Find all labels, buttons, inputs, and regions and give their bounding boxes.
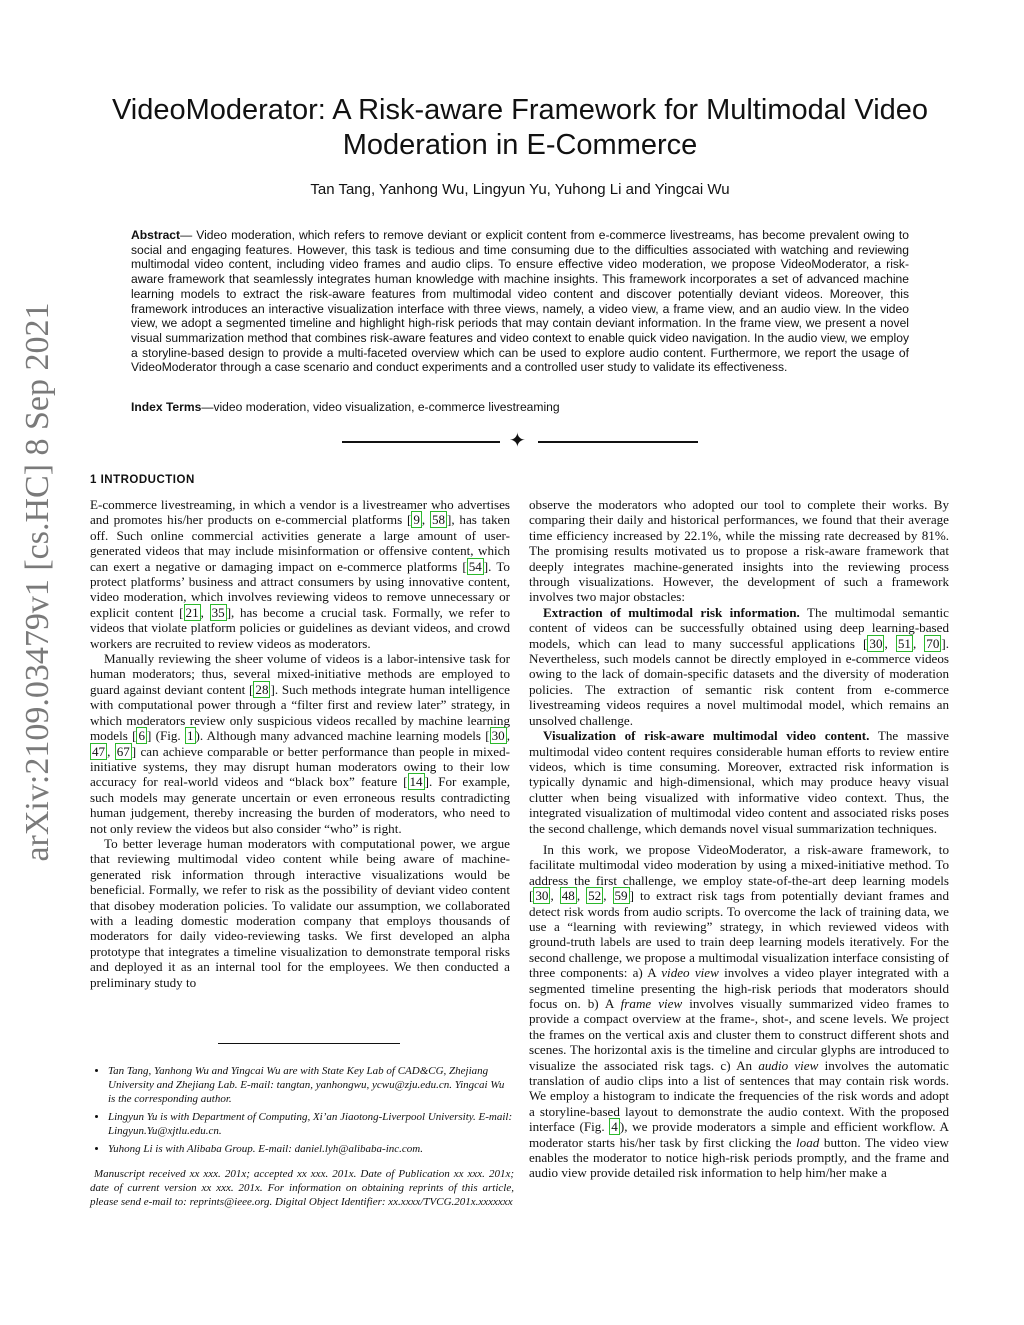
- paragraph-3: To better leverage human moderators with computational power, we argue that reviewing multimodal video content while being aware of machine-generated risk information through interactive visualizations would be beneficial. Formally, we refer to risk as the possibility of deviant video content that disobey moderation policies. To validate our assumption, we collaborated with a leading domestic moderation company that employs thousands of moderators for daily video-reviewing tasks. We first developed an alpha prototype that integrates a timeline visualization to demonstrate temporal risks and deployed it as an internal tool for the employees. We then conducted a preliminary study to: [90, 835, 510, 990]
- citation-link[interactable]: 47: [92, 743, 106, 759]
- abstract-label: Abstract: [131, 228, 181, 242]
- footnote-item: • Tan Tang, Yanhong Wu and Yingcai Wu are with State Key Lab of CAD&CG, Zhejiang University and Zhejiang Lab. E-mail: tangtan, yanhongwu, ycwu@zju.edu.cn. Yingcai Wu is the corresponding author.: [108, 1064, 514, 1106]
- author-footnotes: [90, 1064, 514, 1160]
- index-terms-text: —video moderation, video visualization, e-commerce livestreaming: [201, 400, 560, 414]
- author-list: Tan Tang, Yanhong Wu, Lingyun Yu, Yuhong Li and Yingcai Wu: [310, 181, 730, 198]
- citation-link[interactable]: 48: [561, 888, 575, 904]
- diamond-star-icon: ✦: [509, 430, 526, 452]
- citation-link[interactable]: 67: [116, 743, 130, 759]
- citation-link[interactable]: 14: [409, 774, 423, 790]
- abstract-text: — Video moderation, which refers to remove deviant or explicit content from e-commerce livestreams, has become prevalent owing to social and engaging features. However, this task is tedious and time consuming due to the difficulties associated with watching and reviewing multimodal video content, including video frames and audio clips. To ensure effective video moderation, we propose VideoModerator, a risk-aware framework that seamlessly integrates human knowledge with machine insights. This framework incorporates a set of advanced machine learning models to extract the risk-aware features from multimodal video content and discover potentially deviant videos. Moreover, this framework introduces an interactive visualization interface with three views, namely, a video view, a frame view, and an audio view. In the video view, we adopt a segmented timeline and highlight high-risk periods that may contain deviant information. In the frame view, we present a novel visual summarization method that combines risk-aware features and video context to enable quick video navigation. In the audio view, we employ a storyline-based design to provide a multi-faceted overview which can be used to explore audio content. Furthermore, we report the usage of VideoModerator through a case scenario and conduct experiments and a controlled user study to validate its effectiveness.: [131, 228, 909, 375]
- footnote-rule: [218, 1043, 400, 1044]
- citation-link[interactable]: 30: [535, 888, 549, 904]
- paragraph-1: E-commerce livestreaming, in which a vendor is a livestreamer who advertises and promotes his/her products on e-commercial platforms [ 9 , 58 ], has taken off. Such online commercial activities generate a large amount of user-generated videos that may include misinformation or offensive content, which can exert a negative or damaging impact on e-commerce platforms [ 54 ]. To protect platforms’ business and attract consumers by using innovative content, video moderation, which involves reviewing videos to remove unnecessary or explicit content [ 21 , 35 ], has become a crucial task. Formally, we refer to videos that violate platform policies or guidelines as deviant videos, and crowd workers are recruited to review videos as moderators.: [90, 497, 511, 651]
- inline-heading: Extraction of multimodal risk information.: [543, 604, 800, 620]
- citation-link[interactable]: 52: [588, 888, 602, 904]
- paragraph-4: observe the moderators who adopted our tool to complete their works. By comparing their daily and historical performances, we found that their average time efficiency increased by 22.1%, while the missing rate decreased by 81%. The promising results motivated us to propose a risk-aware framework that deeply integrates machine-generated insights into the reviewing process through visualizations. However, the development of such a framework involves two major obstacles:: [529, 497, 949, 605]
- index-terms: [131, 400, 909, 414]
- separator-right: [538, 441, 698, 443]
- index-terms-label: Index Terms: [131, 400, 202, 414]
- separator-left: [342, 441, 500, 443]
- citation-link[interactable]: 30: [869, 635, 883, 651]
- left-column: [90, 497, 510, 990]
- paper-title: [100, 93, 940, 163]
- citation-link[interactable]: 58: [431, 512, 446, 528]
- citation-link[interactable]: 28: [255, 681, 269, 697]
- citation-link[interactable]: 70: [926, 635, 940, 651]
- citation-link[interactable]: 9: [413, 512, 420, 528]
- abstract: [131, 228, 909, 375]
- paragraph-5: Extraction of multimodal risk information. The multimodal semantic content of videos can be successfully obtained using deep learning-based models, which can lead to many successful applications [ 30 , 51 , 70 ]. Nevertheless, such models cannot be directly employed in e-commerce videos owing to the lack of domain-specific datasets and the diversity of moderation policies. The extraction of semantic risk content from e-commerce livestreaming videos requires a novel multimodal model, which remains an unsolved challenge.: [529, 604, 950, 728]
- title-line-1: VideoModerator: A Risk-aware Framework for Multimodal Video: [111, 94, 929, 126]
- figure-link[interactable]: 1: [186, 728, 194, 744]
- citation-link[interactable]: 6: [138, 728, 145, 744]
- footnote-item: • Yuhong Li is with Alibaba Group. E-mail: daniel.lyh@alibaba-inc.com.: [108, 1142, 514, 1156]
- paragraph-7: In this work, we propose VideoModerator, a risk-aware framework, to facilitate multimodal video moderation by using a mixed-initiative method. To address the first challenge, we employ state-of-the-art deep learning models [ 30 , 48 , 52 , 59 ] to extract risk tags from potentially deviant frames and detect risk words from audio scripts. To overcome the lack of training data, we use a “learning with reviewing” strategy, in which reviewed videos with ground-truth labels are used to train deep learning models iteratively. For the second challenge, we propose a multimodal visualization interface consisting of three components: a) A video view involves a video player integrated with a segmented timeline presenting the high-risk periods that moderators should focus on. b) A frame view involves visually summarized video frames to provide a compact overview at the frame-, shot-, and scene levels. We project the frames on the vertical axis and cluster them to construct different shots and scenes. The horizontal axis is the timeline and circular glyphs are introduced to visualize the associated risk tags. c) An audio view involves the automatic translation of audio clips into a list of sentences that may contain risk words. We employ a histogram to indicate the frequencies of the risk words and adopt a storyline-based layout to demonstrate the audio context. With the proposed interface (Fig. 4 ), we provide moderators a simple and efficient workflow. A moderator starts his/her task by first clicking the load button. The video view enables the moderator to notice high-risk periods promptly, and the frame and audio view provide detailed risk information to help him/her make a: [529, 841, 950, 1181]
- figure-link[interactable]: 4: [611, 1119, 618, 1135]
- citation-link[interactable]: 35: [211, 604, 225, 620]
- footnote-item: • Lingyun Yu is with Department of Computing, Xi’an Jiaotong-Liverpool University. E-mail: Lingyun.Yu@xjtlu.edu.cn.: [108, 1110, 514, 1138]
- citation-link[interactable]: 51: [897, 635, 911, 651]
- paragraph-2: Manually reviewing the sheer volume of videos is a labor-intensive task for human moderators; thus, several mixed-initiative methods are employed to guard against deviant content [ 28 ]. Such methods integrate human intelligence with computational power through a “filter first and review later” strategy, in which moderators review only suspicious videos recalled by machine learning models [ 6 ] (Fig. 1 ). Although many advanced machine learning models [ 30 , 47 , 67 ] can achieve comparable or better performance than people in mixed-initiative systems, they may disrupt human moderators owing to their low accuracy for real-world videos and “black box” feature [ 14 ]. For example, such models may generate uncertain or even erroneous results contradicting human judgement, thereby increasing the burden of moderators, who need to not only review the videos but also consider “who” is right.: [90, 651, 511, 836]
- right-column: [529, 497, 949, 1181]
- title-line-2: Moderation in E-Commerce: [342, 129, 698, 161]
- manuscript-note: Manuscript received xx xxx. 201x; accepted xx xxx. 201x. Date of Publication xx xxx. 201x; date of current version xx xxx. 201x. For information on obtaining reprints of this article, please send e-mail to: reprints@ieee.org. Digital Object Identifier: xx.xxxx/TVCG.201x.xxxxxxx: [90, 1168, 514, 1208]
- citation-link[interactable]: 30: [491, 728, 505, 744]
- citation-link[interactable]: 21: [185, 604, 199, 620]
- citation-link[interactable]: 54: [468, 558, 482, 574]
- section-heading-introduction: 1 INTRODUCTION: [90, 474, 195, 486]
- inline-heading: Visualization of risk-aware multimodal video content.: [543, 728, 870, 744]
- paragraph-6: Visualization of risk-aware multimodal video content. The massive multimodal video content requires considerable human efforts to review entire videos, which is time consuming. Moreover, extracted risk information is typically dynamic and high-dimensional, which may produce heavy visual clutter when being visualized with informative video context. Thus, the integrated visualization of multimodal video content and associated risks poses the second challenge, which demands novel visual summarization techniques.: [529, 728, 949, 836]
- citation-link[interactable]: 59: [614, 888, 628, 904]
- arxiv-identifier: arXiv:2109.03479v1 [cs.HC] 8 Sep 2021: [19, 302, 56, 862]
